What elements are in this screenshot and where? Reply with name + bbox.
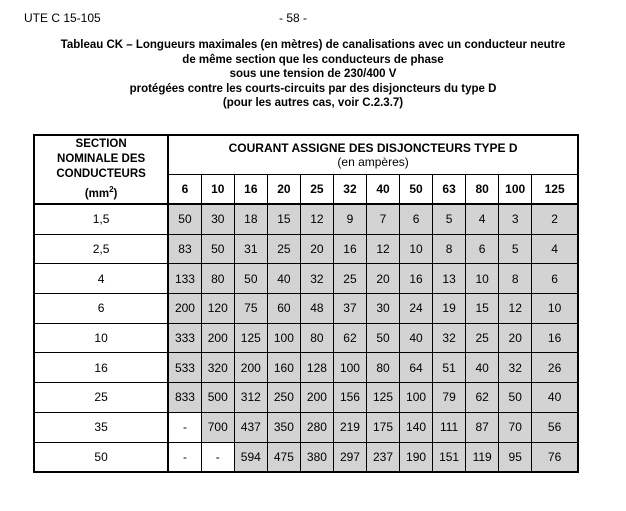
- section-cell: 10: [34, 323, 168, 353]
- length-cell: 25: [466, 323, 499, 353]
- length-cell: 95: [499, 442, 532, 472]
- length-cell: 25: [267, 234, 300, 264]
- length-cell: 50: [201, 234, 234, 264]
- length-cell: 100: [333, 353, 366, 383]
- current-rating-header: 125: [532, 175, 578, 205]
- current-rating-header: 16: [234, 175, 267, 205]
- length-cell: 111: [433, 412, 466, 442]
- length-cell: 30: [201, 204, 234, 234]
- length-cell: 140: [400, 412, 433, 442]
- length-cell: 320: [201, 353, 234, 383]
- document-reference: UTE C 15-105: [24, 11, 101, 25]
- length-cell: 25: [333, 264, 366, 294]
- current-rating-header: 25: [300, 175, 333, 205]
- table-row: [34, 234, 578, 264]
- table-row: [34, 204, 578, 234]
- length-cell: 56: [532, 412, 578, 442]
- length-cell: 76: [532, 442, 578, 472]
- length-cell: 119: [466, 442, 499, 472]
- length-cell: 190: [400, 442, 433, 472]
- table-row: [34, 264, 578, 294]
- section-cell: 25: [34, 383, 168, 413]
- length-cell: 156: [333, 383, 366, 413]
- length-cell: 80: [201, 264, 234, 294]
- current-header-subtitle: (en ampères): [337, 155, 409, 169]
- length-cell: 50: [499, 383, 532, 413]
- table-row: [34, 383, 578, 413]
- length-cell: 32: [499, 353, 532, 383]
- current-header-title: COURANT ASSIGNE DES DISJONCTEURS TYPE D: [228, 141, 518, 155]
- table-row: [34, 442, 578, 472]
- length-cell: 32: [300, 264, 333, 294]
- length-cell: 380: [300, 442, 333, 472]
- length-cell: 700: [201, 412, 234, 442]
- length-cell: 200: [201, 323, 234, 353]
- length-cell: 40: [267, 264, 300, 294]
- length-cell: 50: [234, 264, 267, 294]
- section-cell: 35: [34, 412, 168, 442]
- table-caption: [0, 38, 626, 111]
- length-cell: 297: [333, 442, 366, 472]
- length-cell: 175: [366, 412, 399, 442]
- length-cell: 219: [333, 412, 366, 442]
- length-cell: 100: [267, 323, 300, 353]
- length-cell: 16: [532, 323, 578, 353]
- length-cell: 62: [466, 383, 499, 413]
- length-cell: 12: [300, 204, 333, 234]
- length-cell: 437: [234, 412, 267, 442]
- current-rating-header: 6: [168, 175, 201, 205]
- length-cell: 10: [466, 264, 499, 294]
- length-cell: 37: [333, 294, 366, 324]
- length-cell: 24: [400, 294, 433, 324]
- length-cell: 50: [168, 204, 201, 234]
- length-cell: 500: [201, 383, 234, 413]
- length-cell: 100: [400, 383, 433, 413]
- length-cell: 350: [267, 412, 300, 442]
- section-cell: 4: [34, 264, 168, 294]
- current-rating-header: 40: [366, 175, 399, 205]
- length-cell: 70: [499, 412, 532, 442]
- length-cell: -: [168, 442, 201, 472]
- length-cell: 16: [400, 264, 433, 294]
- length-cell: 4: [532, 234, 578, 264]
- length-cell: 9: [333, 204, 366, 234]
- length-cell: 6: [466, 234, 499, 264]
- page-number: - 58 -: [279, 11, 308, 25]
- current-rating-header: 100: [499, 175, 532, 205]
- length-cell: 10: [532, 294, 578, 324]
- length-cell: 79: [433, 383, 466, 413]
- length-cell: 3: [499, 204, 532, 234]
- length-cell: 333: [168, 323, 201, 353]
- length-cell: 475: [267, 442, 300, 472]
- caption-line-5: (pour les autres cas, voir C.2.3.7): [222, 97, 404, 109]
- section-header-line-1: SECTION: [75, 138, 127, 151]
- length-cell: 40: [532, 383, 578, 413]
- length-cell: 80: [366, 353, 399, 383]
- caption-line-3: sous une tension de 230/400 V: [229, 68, 397, 80]
- length-cell: 594: [234, 442, 267, 472]
- length-cell: 200: [168, 294, 201, 324]
- length-cell: 15: [466, 294, 499, 324]
- length-cell: 120: [201, 294, 234, 324]
- length-cell: 83: [168, 234, 201, 264]
- length-cell: 125: [366, 383, 399, 413]
- length-cell: 48: [300, 294, 333, 324]
- length-cell: 19: [433, 294, 466, 324]
- length-cell: 20: [499, 323, 532, 353]
- section-header-line-2: NOMINALE DES: [57, 153, 146, 166]
- length-cell: 125: [234, 323, 267, 353]
- length-cell: 80: [300, 323, 333, 353]
- length-cell: 200: [234, 353, 267, 383]
- current-rating-header: 20: [267, 175, 300, 205]
- current-rating-header: 80: [466, 175, 499, 205]
- length-cell: 2: [532, 204, 578, 234]
- length-cell: 833: [168, 383, 201, 413]
- current-rating-header: 32: [333, 175, 366, 205]
- section-header: [34, 135, 168, 204]
- section-header-unit: [35, 182, 167, 202]
- length-cell: 50: [366, 323, 399, 353]
- length-cell: 30: [366, 294, 399, 324]
- length-cell: 32: [433, 323, 466, 353]
- section-cell: 16: [34, 353, 168, 383]
- length-cell: 151: [433, 442, 466, 472]
- length-cell: 26: [532, 353, 578, 383]
- length-cell: 20: [300, 234, 333, 264]
- current-rating-header: 50: [400, 175, 433, 205]
- unit-suffix: ): [113, 187, 118, 200]
- length-cell: 7: [366, 204, 399, 234]
- length-cell: 60: [267, 294, 300, 324]
- length-cell: 5: [499, 234, 532, 264]
- length-cell: 64: [400, 353, 433, 383]
- length-cell: 6: [532, 264, 578, 294]
- unit-exponent: 2: [109, 185, 114, 195]
- length-cell: 8: [499, 264, 532, 294]
- length-cell: 87: [466, 412, 499, 442]
- length-cell: -: [201, 442, 234, 472]
- caption-line-4: protégées contre les courts-circuits par des disjoncteurs du type D: [129, 82, 497, 95]
- length-cell: 6: [400, 204, 433, 234]
- length-cell: 200: [300, 383, 333, 413]
- table-row: [34, 294, 578, 324]
- length-cell: 13: [433, 264, 466, 294]
- length-cell: 133: [168, 264, 201, 294]
- length-cell: 250: [267, 383, 300, 413]
- length-cell: 533: [168, 353, 201, 383]
- length-cell: 16: [333, 234, 366, 264]
- length-cell: 75: [234, 294, 267, 324]
- section-cell: 1,5: [34, 204, 168, 234]
- section-cell: 50: [34, 442, 168, 472]
- table-row: [34, 412, 578, 442]
- current-rating-header: 63: [433, 175, 466, 205]
- current-header: [168, 135, 578, 175]
- length-cell: 40: [466, 353, 499, 383]
- length-cell: 12: [499, 294, 532, 324]
- length-cell: -: [168, 412, 201, 442]
- length-cell: 31: [234, 234, 267, 264]
- length-cell: 18: [234, 204, 267, 234]
- length-cell: 20: [366, 264, 399, 294]
- section-cell: 6: [34, 294, 168, 324]
- length-cell: 128: [300, 353, 333, 383]
- length-table: [33, 134, 579, 473]
- length-cell: 4: [466, 204, 499, 234]
- caption-line-1: Tableau CK – Longueurs maximales (en mètres) de canalisations avec un conducteur neutre: [60, 39, 566, 51]
- length-cell: 280: [300, 412, 333, 442]
- table-row: [34, 323, 578, 353]
- length-cell: 40: [400, 323, 433, 353]
- caption-line-2: de même section que les conducteurs de phase: [182, 53, 444, 66]
- table-row: [34, 353, 578, 383]
- length-cell: 12: [366, 234, 399, 264]
- table-body: [34, 204, 578, 472]
- section-header-line-3: CONDUCTEURS: [56, 168, 146, 181]
- length-cell: 237: [366, 442, 399, 472]
- length-cell: 51: [433, 353, 466, 383]
- length-cell: 160: [267, 353, 300, 383]
- length-cell: 8: [433, 234, 466, 264]
- length-cell: 62: [333, 323, 366, 353]
- current-rating-header: 10: [201, 175, 234, 205]
- section-cell: 2,5: [34, 234, 168, 264]
- length-cell: 312: [234, 383, 267, 413]
- length-cell: 5: [433, 204, 466, 234]
- length-cell: 15: [267, 204, 300, 234]
- length-cell: 10: [400, 234, 433, 264]
- unit-prefix: (mm: [84, 187, 110, 200]
